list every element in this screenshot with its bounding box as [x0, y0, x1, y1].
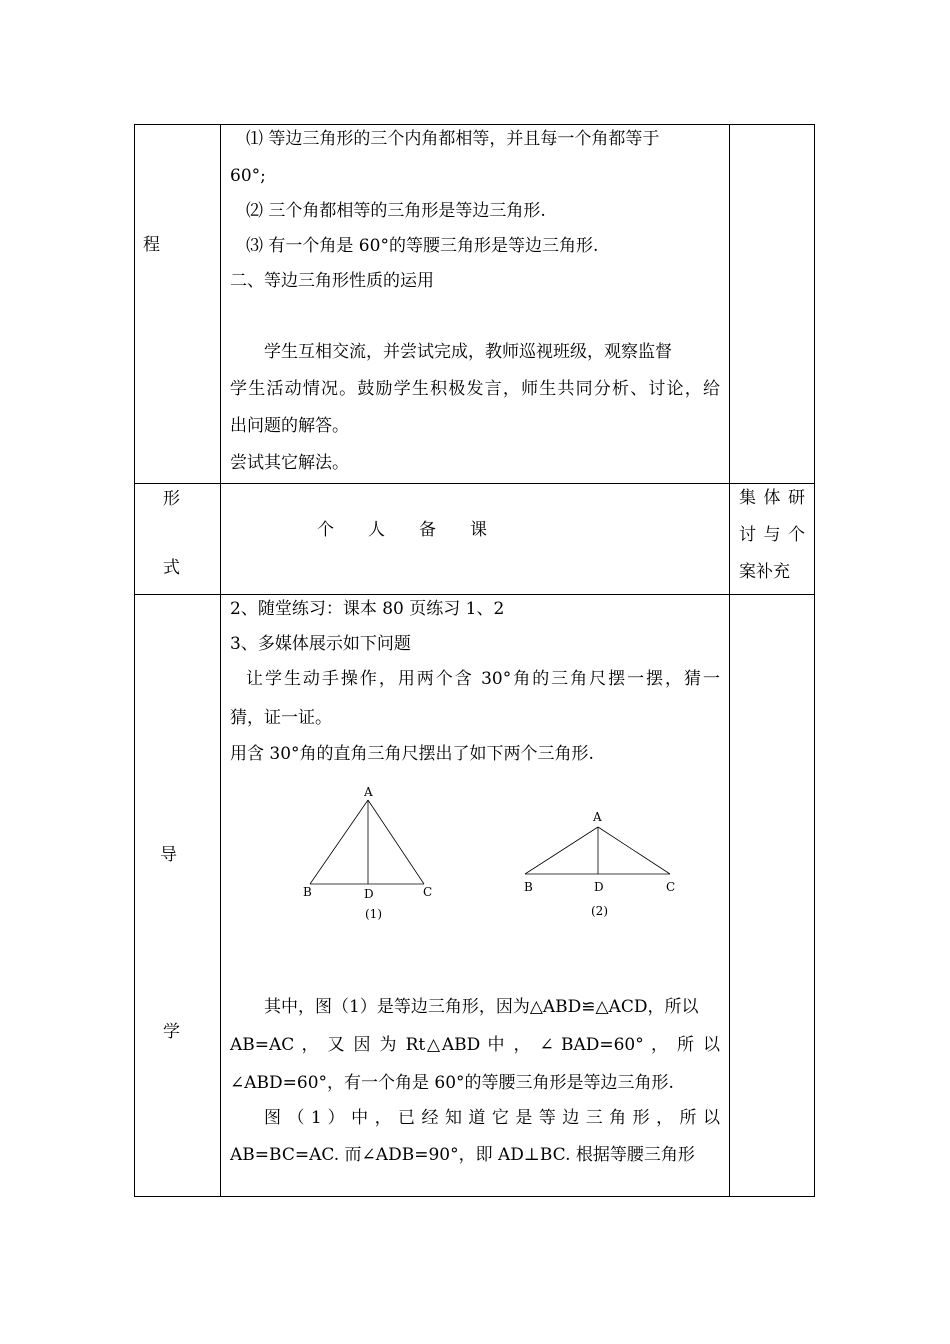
property-3: ⑶ 有一个角是 60°的等腰三角形是等边三角形.: [246, 236, 599, 256]
figure-1-equilateral-triangle: [290, 780, 450, 930]
heading-application: 二、等边三角形性质的运用: [230, 271, 434, 291]
header-form-bottom: 式: [163, 558, 180, 578]
exercise-2: 2、随堂练习：课本 80 页练习 1、2: [230, 599, 505, 619]
table-col-divider-1: [220, 124, 221, 1197]
header-form-top: 形: [163, 489, 180, 509]
header-collective-line-1: 集 体 研: [739, 488, 805, 508]
property-1-line-2: 60°;: [230, 166, 266, 186]
fig1-side-ab: [310, 800, 368, 884]
question-line-2: 猜，证一证。: [230, 708, 332, 728]
figure-2-obtuse-triangle: [515, 805, 695, 925]
fig1-caption: (1): [365, 907, 382, 921]
solution-1-line-3: ∠ABD=60°，有一个角是 60°的等腰三角形是等边三角形.: [230, 1073, 674, 1093]
table-border-bottom: [134, 1196, 815, 1197]
fig1-label-d: D: [364, 887, 374, 901]
table-col-divider-2: [729, 124, 730, 1197]
activity-paragraph-line-2: 学生活动情况。鼓励学生积极发言，师生共同分析、讨论，给: [230, 379, 720, 399]
table-row-divider-2: [134, 594, 815, 595]
table-border-left: [134, 124, 135, 1197]
fig1-side-ac: [368, 800, 424, 884]
try-other-methods: 尝试其它解法。: [230, 453, 349, 473]
header-collective-line-2: 讨 与 个: [739, 525, 805, 545]
fig2-label-d: D: [594, 880, 604, 894]
fig1-label-a: A: [364, 785, 373, 799]
header-collective-line-3: 案补充: [739, 562, 790, 582]
fig1-label-c: C: [423, 885, 433, 899]
label-learn: 学: [163, 1022, 180, 1042]
exercise-3: 3、多媒体展示如下问题: [230, 634, 411, 654]
fig1-label-b: B: [303, 885, 312, 899]
solution-1-line-1: 其中，图（1）是等边三角形，因为△ABD≌△ACD，所以: [264, 997, 699, 1017]
fig2-label-c: C: [666, 880, 676, 894]
fig2-caption: (2): [591, 904, 608, 918]
activity-paragraph-line-1: 学生互相交流，并尝试完成，教师巡视班级，观察监督: [264, 342, 672, 362]
table-row-divider-1: [134, 483, 815, 484]
fig2-side-ac: [598, 827, 670, 874]
solution-1-line-2: AB=AC ， 又 因 为 Rt△ABD 中 ， ∠ BAD=60° ， 所 以: [230, 1035, 720, 1055]
fig2-side-ab: [525, 827, 598, 874]
label-process: 程: [143, 235, 160, 255]
solution-2-line-1: 图 （ 1 ） 中 ， 已 经 知 道 它 是 等 边 三 角 形 ， 所 以: [264, 1108, 720, 1128]
header-personal-prep: 个 人 备 课: [317, 520, 487, 540]
question-line-1: 让学生动手操作，用两个含 30°角的三角尺摆一摆，猜一: [246, 669, 720, 689]
table-border-top: [134, 124, 815, 125]
fig2-label-b: B: [524, 880, 533, 894]
property-1-line-1: ⑴ 等边三角形的三个内角都相等，并且每一个角都等于: [246, 129, 660, 149]
label-guide: 导: [160, 845, 177, 865]
question-2: 用含 30°角的直角三角尺摆出了如下两个三角形.: [230, 744, 594, 764]
table-border-right: [814, 124, 815, 1197]
property-2: ⑵ 三个角都相等的三角形是等边三角形.: [246, 201, 546, 221]
activity-paragraph-line-3: 出问题的解答。: [230, 416, 349, 436]
fig2-label-a: A: [593, 810, 602, 824]
solution-2-line-2: AB=BC=AC. 而∠ADB=90°，即 AD⊥BC. 根据等腰三角形: [230, 1145, 695, 1165]
